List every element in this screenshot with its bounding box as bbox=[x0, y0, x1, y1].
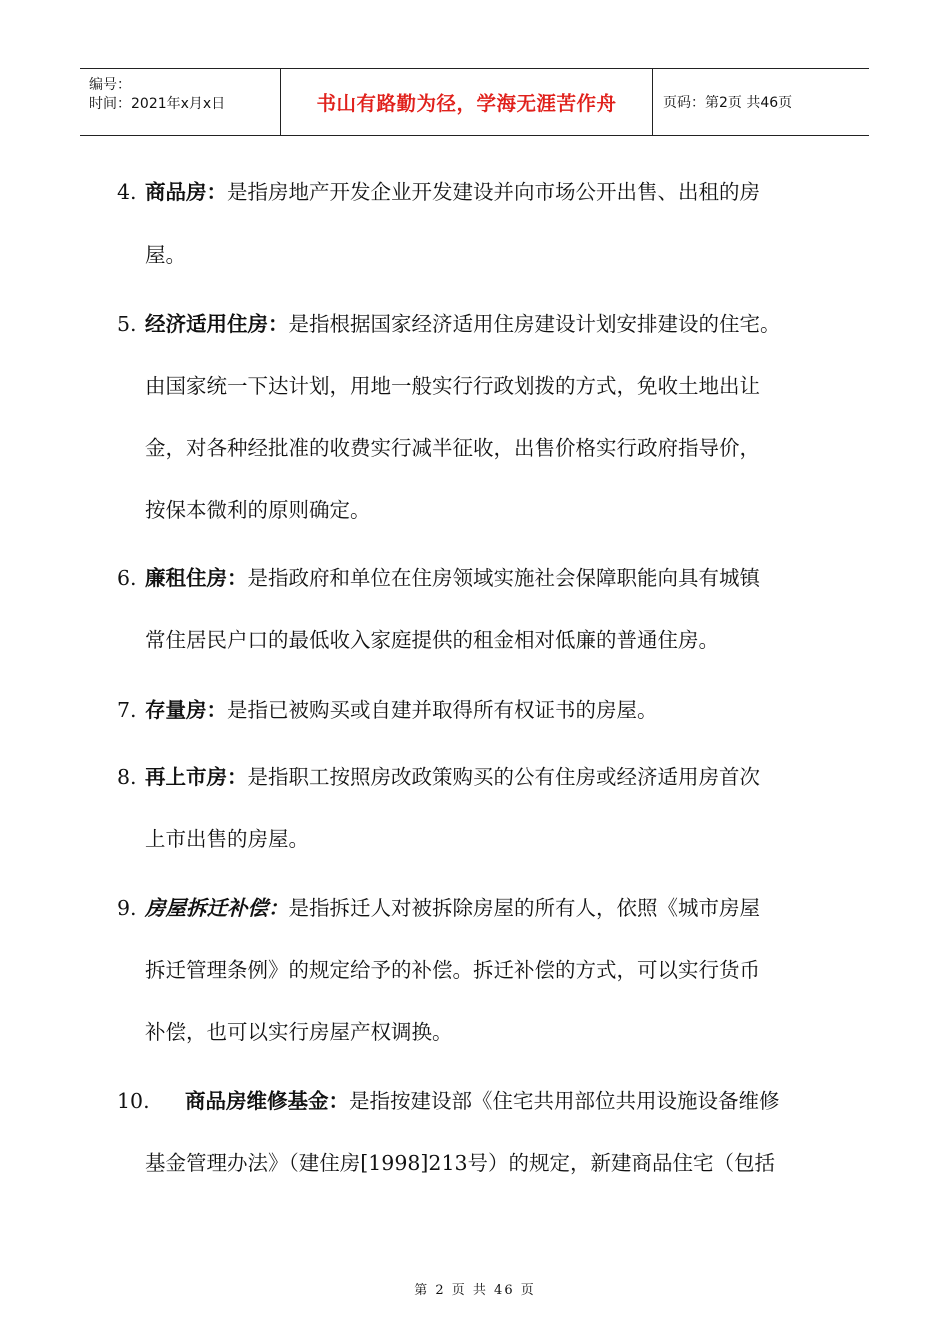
item-text: 屋。 bbox=[145, 243, 186, 267]
item-number: 6. bbox=[117, 566, 137, 590]
item-text: 补偿，也可以实行房屋产权调换。 bbox=[145, 1020, 453, 1044]
item-text: 拆迁管理条例》的规定给予的补偿。拆迁补偿的方式，可以实行货币 bbox=[145, 958, 760, 982]
item-term: 房屋拆迁补偿： bbox=[145, 896, 289, 920]
item-text: 是指职工按照房改政策购买的公有住房或经济适用房首次 bbox=[247, 765, 760, 789]
motto-text: 书山有路勤为径，学海无涯苦作舟 bbox=[316, 92, 617, 115]
item-text: 常住居民户口的最低收入家庭提供的租金相对低廉的普通住房。 bbox=[145, 628, 719, 652]
item-number: 9. bbox=[117, 896, 137, 920]
item-number: 5. bbox=[117, 312, 137, 336]
item-term: 再上市房： bbox=[145, 765, 248, 789]
date-label: 时间：2021年x月x日 bbox=[89, 96, 226, 112]
header-info-cell bbox=[80, 69, 281, 135]
item-term: 商品房： bbox=[145, 180, 227, 204]
item-term: 廉租住房： bbox=[145, 566, 248, 590]
item-text: 按保本微利的原则确定。 bbox=[145, 498, 371, 522]
item-text: 是指房地产开发企业开发建设并向市场公开出售、出租的房 bbox=[227, 180, 760, 204]
serial-number-label: 编号： bbox=[89, 77, 131, 93]
item-number: 10. bbox=[117, 1089, 150, 1113]
item-text: 金，对各种经批准的收费实行减半征收，出售价格实行政府指导价， bbox=[145, 436, 760, 460]
header-page-label: 页码：第2页 共46页 bbox=[663, 95, 793, 111]
item-first-line bbox=[145, 314, 781, 335]
item-text: 基金管理办法》（建住房[1998]213号）的规定，新建商品住宅（包括 bbox=[145, 1151, 776, 1175]
header-motto-cell bbox=[281, 69, 653, 135]
item-term: 商品房维修基金： bbox=[185, 1089, 349, 1113]
item-term: 经济适用住房： bbox=[145, 312, 289, 336]
item-first-line bbox=[145, 568, 760, 589]
item-first-line bbox=[145, 182, 760, 203]
item-first-line bbox=[145, 767, 760, 788]
item-term: 存量房： bbox=[145, 698, 227, 722]
item-text: 由国家统一下达计划，用地一般实行行政划拨的方式，免收土地出让 bbox=[145, 374, 760, 398]
item-number: 8. bbox=[117, 765, 137, 789]
item-text: 是指政府和单位在住房领域实施社会保障职能向具有城镇 bbox=[247, 566, 760, 590]
item-text: 上市出售的房屋。 bbox=[145, 827, 309, 851]
header-page-cell bbox=[653, 69, 869, 135]
item-text: 是指按建设部《住宅共用部位共用设施设备维修 bbox=[349, 1089, 780, 1113]
page-footer: 第 2 页 共 46 页 bbox=[414, 1283, 536, 1298]
item-text: 是指根据国家经济适用住房建设计划安排建设的住宅。 bbox=[288, 312, 781, 336]
item-first-line bbox=[145, 898, 760, 919]
page-header bbox=[80, 68, 869, 136]
item-number: 7. bbox=[117, 698, 137, 722]
item-number: 4. bbox=[117, 180, 137, 204]
item-text: 是指拆迁人对被拆除房屋的所有人，依照《城市房屋 bbox=[288, 896, 760, 920]
item-text: 是指已被购买或自建并取得所有权证书的房屋。 bbox=[227, 698, 658, 722]
item-first-line bbox=[185, 1091, 780, 1112]
item-first-line bbox=[145, 700, 658, 721]
